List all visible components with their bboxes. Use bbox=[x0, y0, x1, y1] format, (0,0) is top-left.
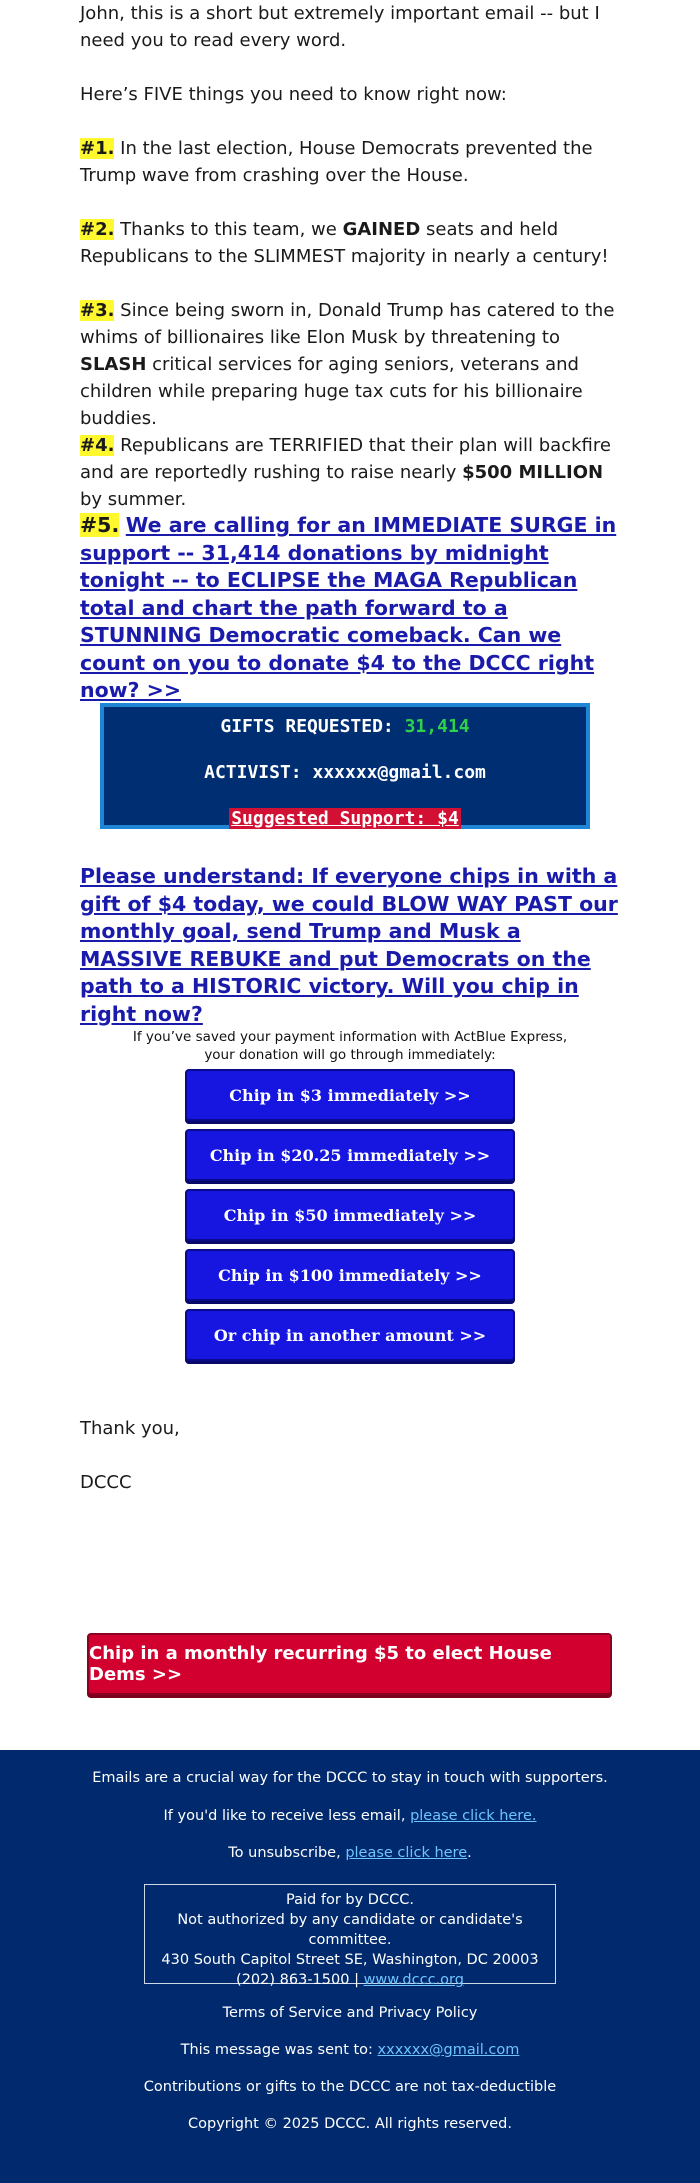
footer-crucial-text: Emails are a crucial way for the DCCC to stay in touch with supporters. bbox=[92, 1770, 608, 1786]
footer-unsubscribe bbox=[0, 1845, 700, 1861]
activist-email: xxxxxx@gmail.com bbox=[312, 762, 486, 783]
point-2-text-b: seats and held Republicans to the SLIMMEST majority in nearly a century! bbox=[80, 219, 609, 267]
actblue-express-note bbox=[0, 1028, 700, 1064]
point-3 bbox=[80, 297, 625, 432]
footer bbox=[0, 1750, 700, 2183]
point-2-text-a: Thanks to this team, we bbox=[114, 219, 343, 240]
unsubscribe-link[interactable]: please click here bbox=[345, 1845, 468, 1861]
chip-in-3-button[interactable]: Chip in $3 immediately >> bbox=[185, 1069, 515, 1121]
activist-label: ACTIVIST: bbox=[204, 762, 302, 783]
phone-number: (202) 863-1500 | bbox=[236, 1972, 364, 1988]
gifts-requested-box[interactable] bbox=[100, 703, 590, 829]
point-4-bold: $500 MILLION bbox=[462, 462, 604, 483]
gifts-requested-count: 31,414 bbox=[404, 716, 470, 737]
point-4-number: #4. bbox=[80, 435, 115, 456]
point-3-number: #3. bbox=[80, 300, 115, 321]
actblue-note-line-1: If you’ve saved your payment information with ActBlue Express, bbox=[132, 1029, 568, 1045]
gifts-requested-row bbox=[104, 716, 586, 737]
sender-signature: DCCC bbox=[80, 1472, 132, 1493]
paid-for-line: Paid for by DCCC. bbox=[286, 1892, 414, 1908]
less-email-link[interactable]: please click here. bbox=[410, 1808, 537, 1824]
point-2-number: #2. bbox=[80, 219, 115, 240]
paid-for-box bbox=[144, 1884, 556, 1988]
monthly-recurring-button[interactable]: Chip in a monthly recurring $5 to elect House Dems >> bbox=[87, 1633, 612, 1695]
intro-five-things: Here’s FIVE things you need to know right now: bbox=[80, 84, 507, 105]
website-link[interactable]: www.dccc.org bbox=[363, 1972, 464, 1988]
point-4-text-b: by summer. bbox=[80, 489, 187, 510]
not-authorized-line: Not authorized by any candidate or candidate's committee. bbox=[177, 1912, 523, 1948]
point-3-text-b: critical services for aging seniors, veterans and children while preparing huge tax cuts for his billionaire buddies. bbox=[80, 354, 583, 429]
point-3-bold: SLASH bbox=[80, 354, 147, 375]
phone-site-line bbox=[145, 1970, 555, 1990]
point-3-text-a: Since being sworn in, Donald Trump has catered to the whims of billionaires like Elon Musk by threatening to bbox=[80, 300, 615, 348]
please-understand-link[interactable]: Please understand: If everyone chips in with a gift of $4 today, we could BLOW WAY PAST our monthly goal, send Trump and Musk a MASSIVE REBUKE and put Democrats on the path to a HISTORIC victory. Will you chip in right now? bbox=[80, 864, 618, 1026]
thank-you-text: Thank you, bbox=[80, 1418, 180, 1439]
chip-in-100-button[interactable]: Chip in $100 immediately >> bbox=[185, 1249, 515, 1301]
point-5-number: #5. bbox=[80, 513, 120, 537]
intro-paragraph: John, this is a short but extremely important email -- but I need you to read every word. bbox=[80, 3, 600, 51]
unsubscribe-end: . bbox=[467, 1845, 472, 1861]
donate-surge-link[interactable]: We are calling for an IMMEDIATE SURGE in support -- 31,414 donations by midnight tonight -- to ECLIPSE the MAGA Republican total and chart the path forward to a STUNNING Democratic comeback. Can we count on you to donate $4 to the DCCC right now? >> bbox=[80, 513, 617, 702]
actblue-note-line-2: your donation will go through immediately: bbox=[204, 1047, 496, 1063]
terms-privacy-link[interactable]: Terms of Service and Privacy Policy bbox=[222, 2005, 478, 2021]
point-5 bbox=[80, 512, 625, 705]
point-1 bbox=[80, 135, 625, 189]
footer-tax-note: Contributions or gifts to the DCCC are not tax-deductible bbox=[143, 2079, 557, 2095]
footer-sent-to bbox=[0, 2042, 700, 2058]
less-email-text: If you'd like to receive less email, bbox=[163, 1808, 411, 1824]
sent-to-text: This message was sent to: bbox=[180, 2042, 378, 2058]
point-4-text-a: Republicans are TERRIFIED that their plan will backfire and are reportedly rushing to raise nearly bbox=[80, 435, 611, 483]
activist-row bbox=[104, 762, 586, 783]
suggested-support-row bbox=[104, 808, 586, 829]
footer-copyright: Copyright © 2025 DCCC. All rights reserved. bbox=[188, 2116, 512, 2132]
address-line: 430 South Capitol Street SE, Washington, DC 20003 bbox=[161, 1952, 539, 1968]
point-1-text: In the last election, House Democrats prevented the Trump wave from crashing over the House. bbox=[80, 138, 593, 186]
unsubscribe-text: To unsubscribe, bbox=[228, 1845, 346, 1861]
gifts-requested-label: GIFTS REQUESTED: bbox=[220, 716, 394, 737]
point-1-number: #1. bbox=[80, 138, 115, 159]
point-4 bbox=[80, 432, 625, 513]
footer-less-email bbox=[0, 1808, 700, 1824]
point-2 bbox=[80, 216, 625, 270]
chip-in-other-button[interactable]: Or chip in another amount >> bbox=[185, 1309, 515, 1361]
chip-in-50-button[interactable]: Chip in $50 immediately >> bbox=[185, 1189, 515, 1241]
chip-in-20-25-button[interactable]: Chip in $20.25 immediately >> bbox=[185, 1129, 515, 1181]
suggested-support-link[interactable]: Suggested Support: $4 bbox=[231, 808, 459, 829]
point-2-bold: GAINED bbox=[342, 219, 421, 240]
sent-to-email-link[interactable]: xxxxxx@gmail.com bbox=[377, 2042, 520, 2058]
